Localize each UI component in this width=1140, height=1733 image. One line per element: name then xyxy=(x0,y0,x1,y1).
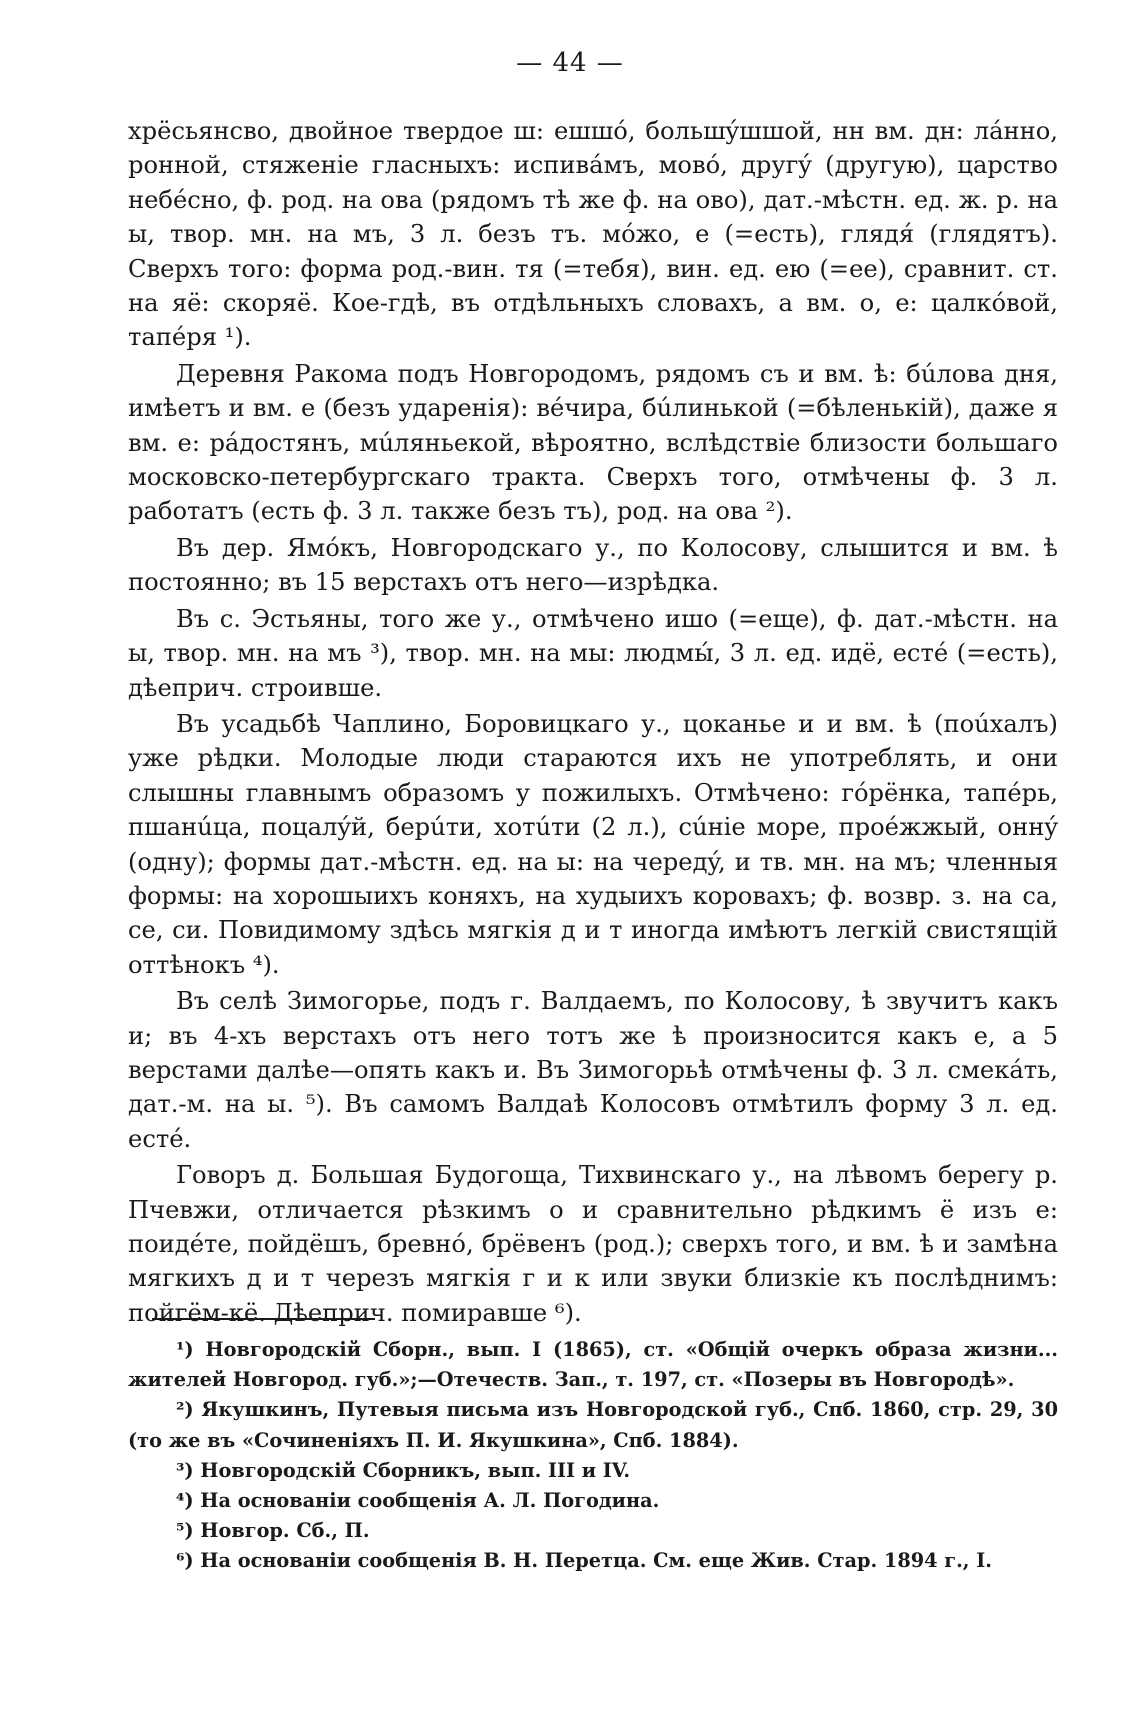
footnotes xyxy=(128,1335,1058,1577)
footnote-divider xyxy=(152,1318,375,1320)
paragraph-rakoma: Деревня Ракома подъ Новгородомъ, рядомъ съ и вм. ѣ: бúлова дня, имѣетъ и вм. е (безъ ударенія): вéчира, бúлинькой (=бѣленькій), даже я вм. е: рáдостянъ, мúляньекой, вѣроятно, вслѣдствіе близости большаго московско-петербургскаго тракта. Сверхъ того, отмѣчены ф. 3 л. работатъ (есть ф. 3 л. также безъ тъ), род. на ова ²). xyxy=(128,359,1058,526)
page-number: — 44 — xyxy=(516,48,624,78)
paragraph-continuation: хрёсьянсво, двойное твердое ш: ешшó, большýшшой, нн вм. дн: лáнно, ронной, стяженіе гласныхъ: испивáмъ, мовó, другý (другую), царство небéсно, ф. род. на ова (рядомъ тѣ же ф. на ово), дат.-мѣстн. ед. ж. р. на ы, твор. мн. на мъ, 3 л. безъ тъ. мóжо, е (=есть), глядя́ (глядятъ). Сверхъ того: форма род.-вин. тя (=тебя), вин. ед. ею (=ее), сравнит. ст. на яё: скоряё. Кое-гдѣ, въ отдѣльныхъ словахъ, а вм. о, е: цалкóвой, тапéря ¹). xyxy=(128,117,1058,352)
paragraph-chaplino: Въ усадьбѣ Чаплино, Боровицкаго у., цоканье и и вм. ѣ (поúхалъ) уже рѣдки. Молодые люди стараются ихъ не употреблять, и они слышны главнымъ образомъ у пожилыхъ. Отмѣчено: гóрёнка, тапéрь, пшанúца, поцалýй, берúти, хотúти (2 л.), сúніе море, проéжжый, оннý (одну); формы дат.-мѣстн. ед. на ы: на чередý, и тв. мн. на мъ; членныя формы: на хорошыихъ коняхъ, на худыихъ коровахъ; ф. возвр. з. на са, се, си. Повидимому здѣсь мягкія д и т иногда имѣютъ легкій свистящій оттѣнокъ ⁴). xyxy=(128,709,1058,979)
footnote-6: ⁶) На основаніи сообщенія В. Н. Перетца. См. еще Жив. Стар. 1894 г., I. xyxy=(176,1549,992,1573)
paragraph-yamok: Въ дер. Ямóкъ, Новгородскаго у., по Колосову, слышится и вм. ѣ постоянно; въ 15 верстахъ отъ него—изрѣдка. xyxy=(128,533,1058,597)
footnote-2: ²) Якушкинъ, Путевыя письма изъ Новгородской губ., Спб. 1860, стр. 29, 30 (то же въ «Сочиненіяхъ П. И. Якушкина», Спб. 1884). xyxy=(128,1398,1058,1452)
paragraph-estyany: Въ с. Эстьяны, того же у., отмѣчено ишо (=еще), ф. дат.-мѣстн. на ы, твор. мн. на мъ ³), твор. мн. на мы: людмы́, 3 л. ед. идё, естé (=есть), дѣеприч. строивше. xyxy=(128,604,1058,702)
paragraph-zimogorye: Въ селѣ Зимогорье, подъ г. Валдаемъ, по Колосову, ѣ звучитъ какъ и; въ 4-хъ верстахъ отъ него тотъ же ѣ произносится какъ е, а 5 верстами далѣе—опять какъ и. Въ Зимогорьѣ отмѣчены ф. 3 л. смекáть, дат.-м. на ы. ⁵). Въ самомъ Валдаѣ Колосовъ отмѣтилъ форму 3 л. ед. естé. xyxy=(128,987,1058,1153)
paragraph-budogoshcha: Говоръ д. Большая Будогоща, Тихвинскаго у., на лѣвомъ берегу р. Пчевжи, отличается рѣзкимъ о и сравнительно рѣдкимъ ё изъ е: поидéте, пойдёшъ, бревнó, брёвенъ (род.); сверхъ того, и вм. ѣ и замѣна мягкихъ д и т черезъ мягкія г и к или звуки близкіе къ послѣднимъ: пойгём-кё. Дѣеприч. помиравше ⁶). xyxy=(128,1161,1058,1327)
footnote-4: ⁴) На основаніи сообщенія А. Л. Погодина. xyxy=(176,1489,660,1513)
footnote-5: ⁵) Новгор. Сб., П. xyxy=(176,1519,370,1543)
footnote-1: ¹) Новгородскій Сборн., вып. I (1865), ст. «Общій очеркъ образа жизни... жителей Новгород. губ.»;—Отечеств. Зап., т. 197, ст. «Позеры въ Новгородѣ». xyxy=(128,1338,1058,1392)
main-text xyxy=(128,114,1058,1330)
footnote-3: ³) Новгородскій Сборникъ, вып. III и IV. xyxy=(176,1458,631,1482)
